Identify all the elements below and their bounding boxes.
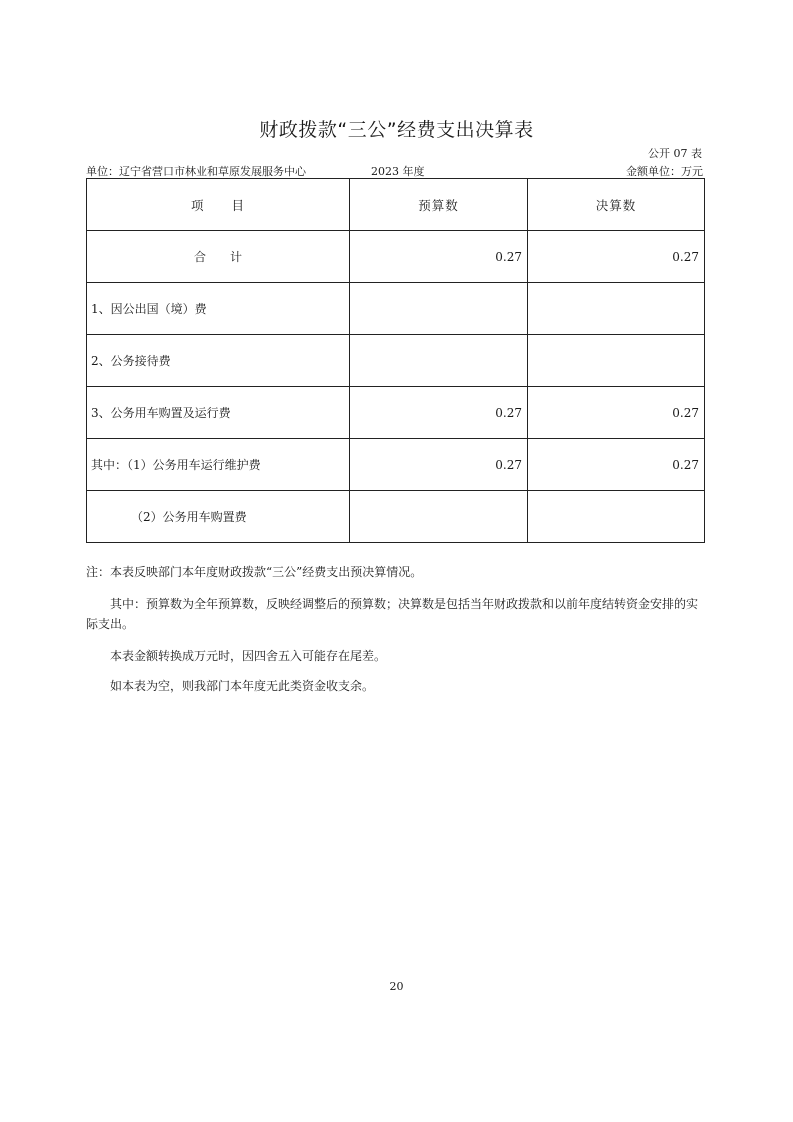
budget-value: 0.27: [350, 439, 528, 491]
amount-unit: 金额单位：万元: [626, 165, 703, 178]
budget-value: 0.27: [350, 387, 528, 439]
table-row-total: [87, 231, 705, 283]
row-label: 3、公务用车购置及运行费: [87, 387, 350, 439]
row-label: （2）公务用车购置费: [87, 491, 350, 543]
page-title: 财政拨款“三公”经费支出决算表: [259, 119, 534, 141]
row-label: 合 计: [87, 231, 350, 283]
row-label: 2、公务接待费: [87, 335, 350, 387]
budget-value: [350, 283, 528, 335]
row-label: 1、因公出国（境）费: [87, 283, 350, 335]
final-value: [528, 491, 705, 543]
notes-section: [86, 562, 706, 708]
reporting-unit: 单位：辽宁省营口市林业和草原发展服务中心: [86, 165, 306, 178]
table-row: [87, 491, 705, 543]
report-meta: [86, 163, 703, 177]
report-year: 2023 年度: [371, 165, 425, 178]
page-number: 20: [389, 980, 404, 993]
budget-value: [350, 335, 528, 387]
final-value: [528, 335, 705, 387]
table-header-row: [87, 179, 705, 231]
budget-value: 0.27: [350, 231, 528, 283]
table-row: [87, 387, 705, 439]
expenditure-table: [86, 178, 705, 543]
final-value: 0.27: [528, 387, 705, 439]
note-text: 如本表为空，则我部门本年度无此类资金收支余。: [110, 679, 375, 693]
header-final: 决算数: [528, 179, 705, 231]
note-text: 本表金额转换成万元时，因四舍五入可能存在尾差。: [110, 649, 387, 663]
note-text: 注：本表反映部门本年度财政拨款“三公”经费支出预决算情况。: [86, 565, 423, 579]
form-code: 公开 07 表: [648, 147, 702, 160]
table-row: [87, 439, 705, 491]
table-row: [87, 283, 705, 335]
final-value: [528, 283, 705, 335]
final-value: 0.27: [528, 231, 705, 283]
final-value: 0.27: [528, 439, 705, 491]
header-item: 项 目: [87, 179, 350, 231]
budget-value: [350, 491, 528, 543]
table-row: [87, 335, 705, 387]
note-text: 其中：预算数为全年预算数，反映经调整后的预算数；决算数是包括当年财政拨款和以前年度结转资金安排的实际支出。: [86, 597, 699, 631]
row-label: 其中：（1）公务用车运行维护费: [87, 439, 350, 491]
header-budget: 预算数: [350, 179, 528, 231]
